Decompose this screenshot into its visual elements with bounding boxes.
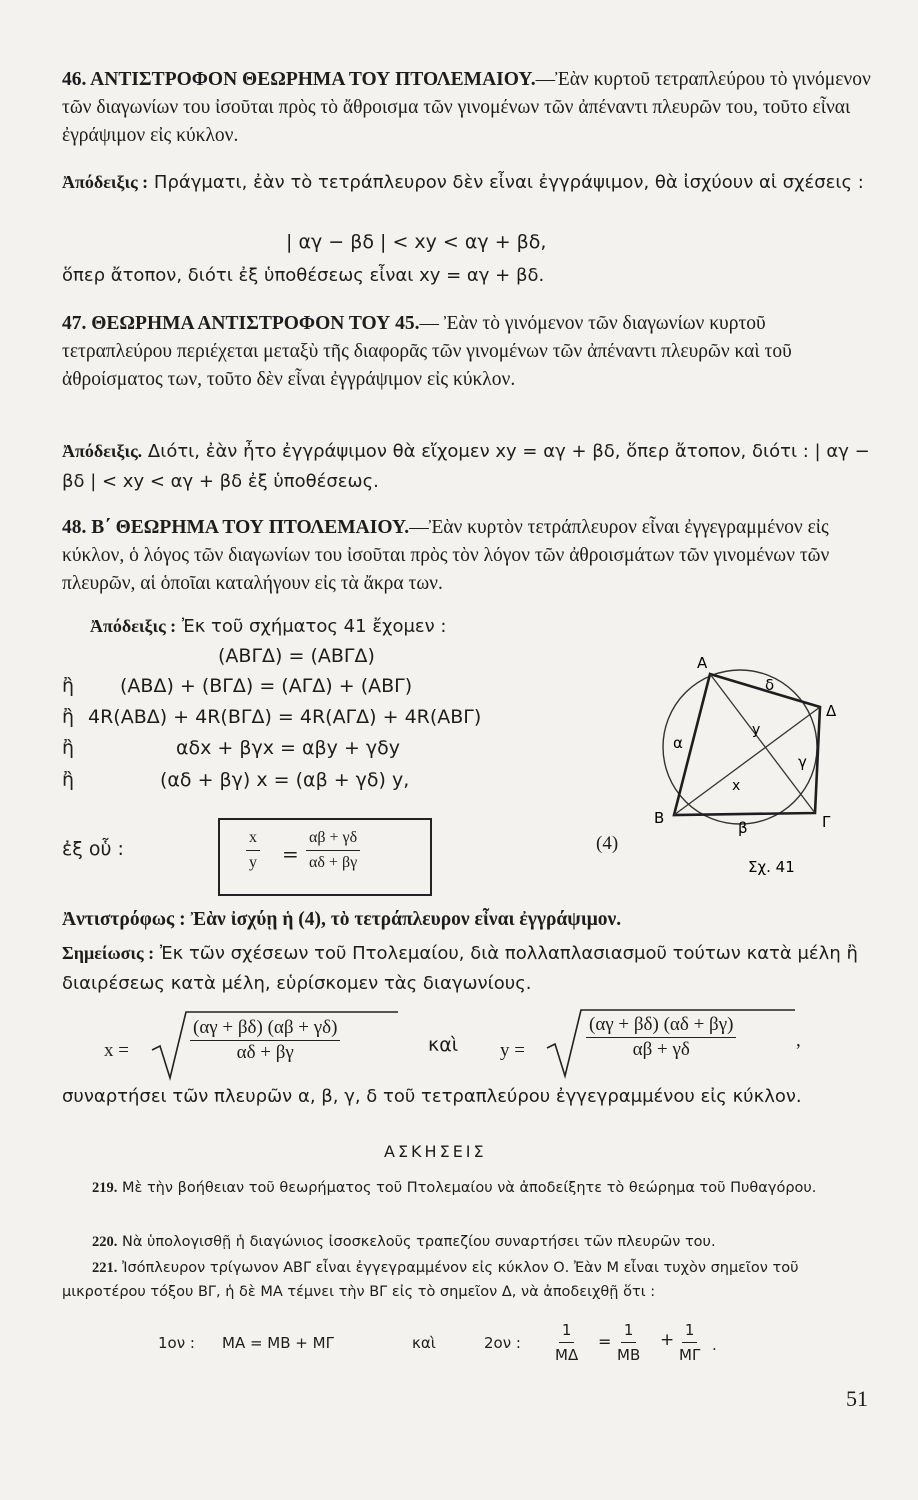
- section-47-proof: [62, 436, 872, 497]
- or-4: ἢ: [62, 769, 75, 791]
- section-46-text: —Ἐὰν κυρτοῦ τετραπλεύρου τὸ γινόμενον τῶν διαγωνίων του ἰσοῦται πρὸς τὸ ἄθροισμα τῶν γινομένων τῶν ἀπέναντι πλευρῶν του, τοῦτο εἶναι ἐγράψιμον εἰς κύκλον.: [62, 69, 871, 146]
- plus-sign: +: [660, 1330, 675, 1350]
- diagonal-y: [710, 674, 815, 813]
- exercise-219-text: Μὲ τὴν βοήθειαν τοῦ θεωρήματος τοῦ Πτολεμαίου νὰ ἀποδείξητε τὸ θεώρημα τοῦ Πυθαγόρου.: [121, 1180, 817, 1196]
- or-2: ἢ: [62, 706, 75, 728]
- formula-inequality: | αγ − βδ | < xy < αγ + βδ,: [286, 231, 547, 253]
- label-y: y: [752, 722, 761, 738]
- equation-4: αδx + βγx = αβy + γδy: [176, 737, 401, 759]
- section-48-proof: [90, 612, 650, 641]
- proof-label: Ἀπόδειξις.: [62, 441, 143, 461]
- label-x: x: [732, 778, 741, 794]
- ratio-num: αβ + γδ: [306, 826, 360, 851]
- label-beta: β: [738, 819, 748, 837]
- section-47-text: — Ἐὰν τὸ γινόμενον τῶν διαγωνίων κυρτοῦ τετραπλεύρου περιέχεται μεταξὺ τῆς διαφορᾶς τῶν γινομένων τῶν ἀπέναντι πλευρῶν καὶ τοῦ ἀθροίσματος των, τοῦτο δὲν εἶναι ἐγγράψιμον εἰς κύκλον.: [62, 313, 792, 390]
- fy-fraction: [586, 1013, 736, 1062]
- one-3: 1: [682, 1318, 698, 1343]
- label-gamma: γ: [798, 753, 807, 771]
- label-A: Α: [697, 654, 708, 672]
- fy-num: (αγ + βδ) (αδ + βγ): [586, 1013, 736, 1038]
- section-47-title: 47. ΘΕΩΡΗΜΑ ΑΝΤΙΣΤΡΟΦΟΝ ΤΟΥ 45.: [62, 313, 420, 334]
- equation-2: (ΑΒΔ) + (ΒΓΔ) = (ΑΓΔ) + (ΑΒΓ): [120, 675, 413, 697]
- note: [62, 938, 872, 999]
- kai-word: καὶ: [428, 1034, 459, 1056]
- frac-x: x: [246, 826, 260, 851]
- exercises-heading: ΑΣΚΗΣΕΙΣ: [384, 1142, 487, 1161]
- final-dot: .: [712, 1336, 717, 1354]
- eq-sign: =: [598, 1332, 612, 1351]
- fx-num: (αγ + βδ) (αβ + γδ): [190, 1016, 340, 1041]
- exercise-220-text: Νὰ ὑπολογισθῇ ἡ διαγώνιος ἰσοσκελοῦς τραπεζίου συναρτήσει τῶν πλευρῶν του.: [121, 1234, 716, 1250]
- proof-label: Ἀπόδειξις :: [62, 172, 149, 192]
- proof-text: Διότι, ἐὰν ἦτο ἐγγράψιμον θὰ εἴχομεν xy = αγ + βδ, ὅπερ ἄτοπον, διότι : | αγ − βδ | < xy < αγ + βδ ἐξ ὑποθέσεως.: [62, 441, 870, 492]
- boxed-formula: [218, 818, 432, 896]
- section-47: [62, 310, 872, 394]
- frac-1-over-MG: [676, 1318, 703, 1367]
- page-number: 51: [846, 1386, 868, 1411]
- one-1: 1: [559, 1318, 575, 1343]
- section-48-title: 48. Β΄ ΘΕΩΡΗΜΑ ΤΟΥ ΠΤΟΛΕΜΑΙΟΥ.: [62, 517, 410, 538]
- frac-1-over-MD: [552, 1318, 581, 1367]
- section-46-proof: [62, 168, 872, 197]
- converse-statement: [62, 906, 872, 934]
- frac-y: y: [249, 854, 257, 871]
- den-MD: ΜΔ: [555, 1346, 579, 1364]
- x-over-y: [246, 826, 260, 875]
- box-equals: =: [282, 842, 299, 866]
- equation-1: (ΑΒΓΔ) = (ΑΒΓΔ): [218, 645, 375, 667]
- section-46-title: 46. ΑΝΤΙΣΤΡΟΦΟΝ ΘΕΩΡΗΜΑ ΤΟΥ ΠΤΟΛΕΜΑΙΟΥ.: [62, 69, 536, 90]
- fx-den: αδ + βγ: [236, 1042, 294, 1063]
- exercise-221-num: 221.: [92, 1260, 118, 1276]
- equation-number: (4): [596, 833, 619, 854]
- note-label: Σημείωσις :: [62, 943, 155, 963]
- figure-caption: Σχ. 41: [748, 858, 795, 876]
- equation-3: 4R(ΑΒΔ) + 4R(ΒΓΔ) = 4R(ΑΓΔ) + 4R(ΑΒΓ): [88, 706, 482, 728]
- section-46: [62, 66, 872, 150]
- fy-lhs: y =: [500, 1040, 525, 1061]
- section-46-conclusion: ὅπερ ἄτοπον, διότι ἐξ ὑποθέσεως εἶναι xy = αγ + βδ.: [62, 265, 545, 286]
- proof-text: Ἐκ τοῦ σχήματος 41 ἔχομεν :: [181, 616, 447, 637]
- fx-fraction: [190, 1016, 340, 1065]
- fx-lhs: x =: [104, 1040, 129, 1061]
- den-MB: ΜΒ: [617, 1346, 641, 1364]
- item-2-label: 2ον :: [484, 1334, 521, 1352]
- exercise-219: [62, 1176, 877, 1200]
- label-D: Δ: [826, 702, 837, 720]
- ratio-fraction: [306, 826, 360, 875]
- ratio-den: αδ + βγ: [309, 854, 358, 871]
- proof-label: Ἀπόδειξις :: [90, 616, 177, 636]
- quadrilateral: [674, 674, 820, 815]
- frac-1-over-MB: [614, 1318, 643, 1367]
- equation-5: (αδ + βγ) x = (αβ + γδ) y,: [160, 769, 410, 791]
- den-MG: ΜΓ: [679, 1346, 701, 1364]
- label-G: Γ: [822, 813, 831, 831]
- section-48-text: —Ἐὰν κυρτὸν τετράπλευρον εἶναι ἐγγεγραμμένον εἰς κύκλον, ὁ λόγος τῶν διαγωνίων του ἰσοῦται πρὸς τὸν λόγον τῶν ἀθροισμάτων τῶν γινομένων τῶν πλευρῶν, αἱ ὁποῖαι καταλήγουν εἰς τὰ ἄκρα των.: [62, 517, 830, 594]
- exercise-220-num: 220.: [92, 1234, 118, 1250]
- exercise-221: [62, 1256, 877, 1304]
- converse-text: Ἀντιστρόφως : Ἐὰν ἰσχύῃ ἡ (4), τὸ τετράπλευρον εἶναι ἐγγράψιμον.: [62, 909, 622, 930]
- ex-ou-label: ἐξ οὗ :: [62, 838, 124, 860]
- fy-den: αβ + γδ: [632, 1039, 690, 1060]
- exercise-221-text: Ἰσόπλευρον τρίγωνον ΑΒΓ εἶναι ἐγγεγραμμένον εἰς κύκλον Ο. Ἐὰν Μ εἶναι τυχὸν σημεῖον τοῦ μικροτέρου τόξου ΒΓ, ἡ δὲ ΜΑ τέμνει τὴν ΒΓ εἰς τὸ σημεῖον Δ, νὰ ἀποδειχθῇ ὅτι :: [62, 1260, 799, 1300]
- item-1-label: 1ον :: [158, 1334, 195, 1352]
- item-kai: καὶ: [412, 1334, 436, 1352]
- circumcircle: [663, 670, 817, 824]
- item-1-equation: ΜΑ = ΜΒ + ΜΓ: [222, 1334, 334, 1352]
- section-48: [62, 514, 872, 598]
- one-2: 1: [621, 1318, 637, 1343]
- fy-comma: ,: [796, 1030, 801, 1051]
- exercise-219-num: 219.: [92, 1180, 118, 1196]
- label-delta: δ: [765, 676, 775, 694]
- proof-text: Πράγματι, ἐὰν τὸ τετράπλευρον δὲν εἶναι ἐγγράψιμον, θὰ ἰσχύουν αἱ σχέσεις :: [153, 172, 864, 193]
- or-1: ἢ: [62, 675, 75, 697]
- label-alpha: α: [673, 734, 683, 752]
- note-text: Ἐκ τῶν σχέσεων τοῦ Πτολεμαίου, διὰ πολλαπλασιασμοῦ τούτων κατὰ μέλη ἢ διαιρέσεως κατὰ μέλη, εὑρίσκομεν τὰς διαγωνίους.: [62, 943, 858, 994]
- tail-text: συναρτήσει τῶν πλευρῶν α, β, γ, δ τοῦ τετραπλεύρου ἐγγεγραμμένου εἰς κύκλον.: [62, 1086, 802, 1107]
- or-3: ἢ: [62, 737, 75, 759]
- figure-41: [640, 650, 840, 880]
- label-B: Β: [654, 809, 665, 827]
- exercise-220: [62, 1230, 877, 1254]
